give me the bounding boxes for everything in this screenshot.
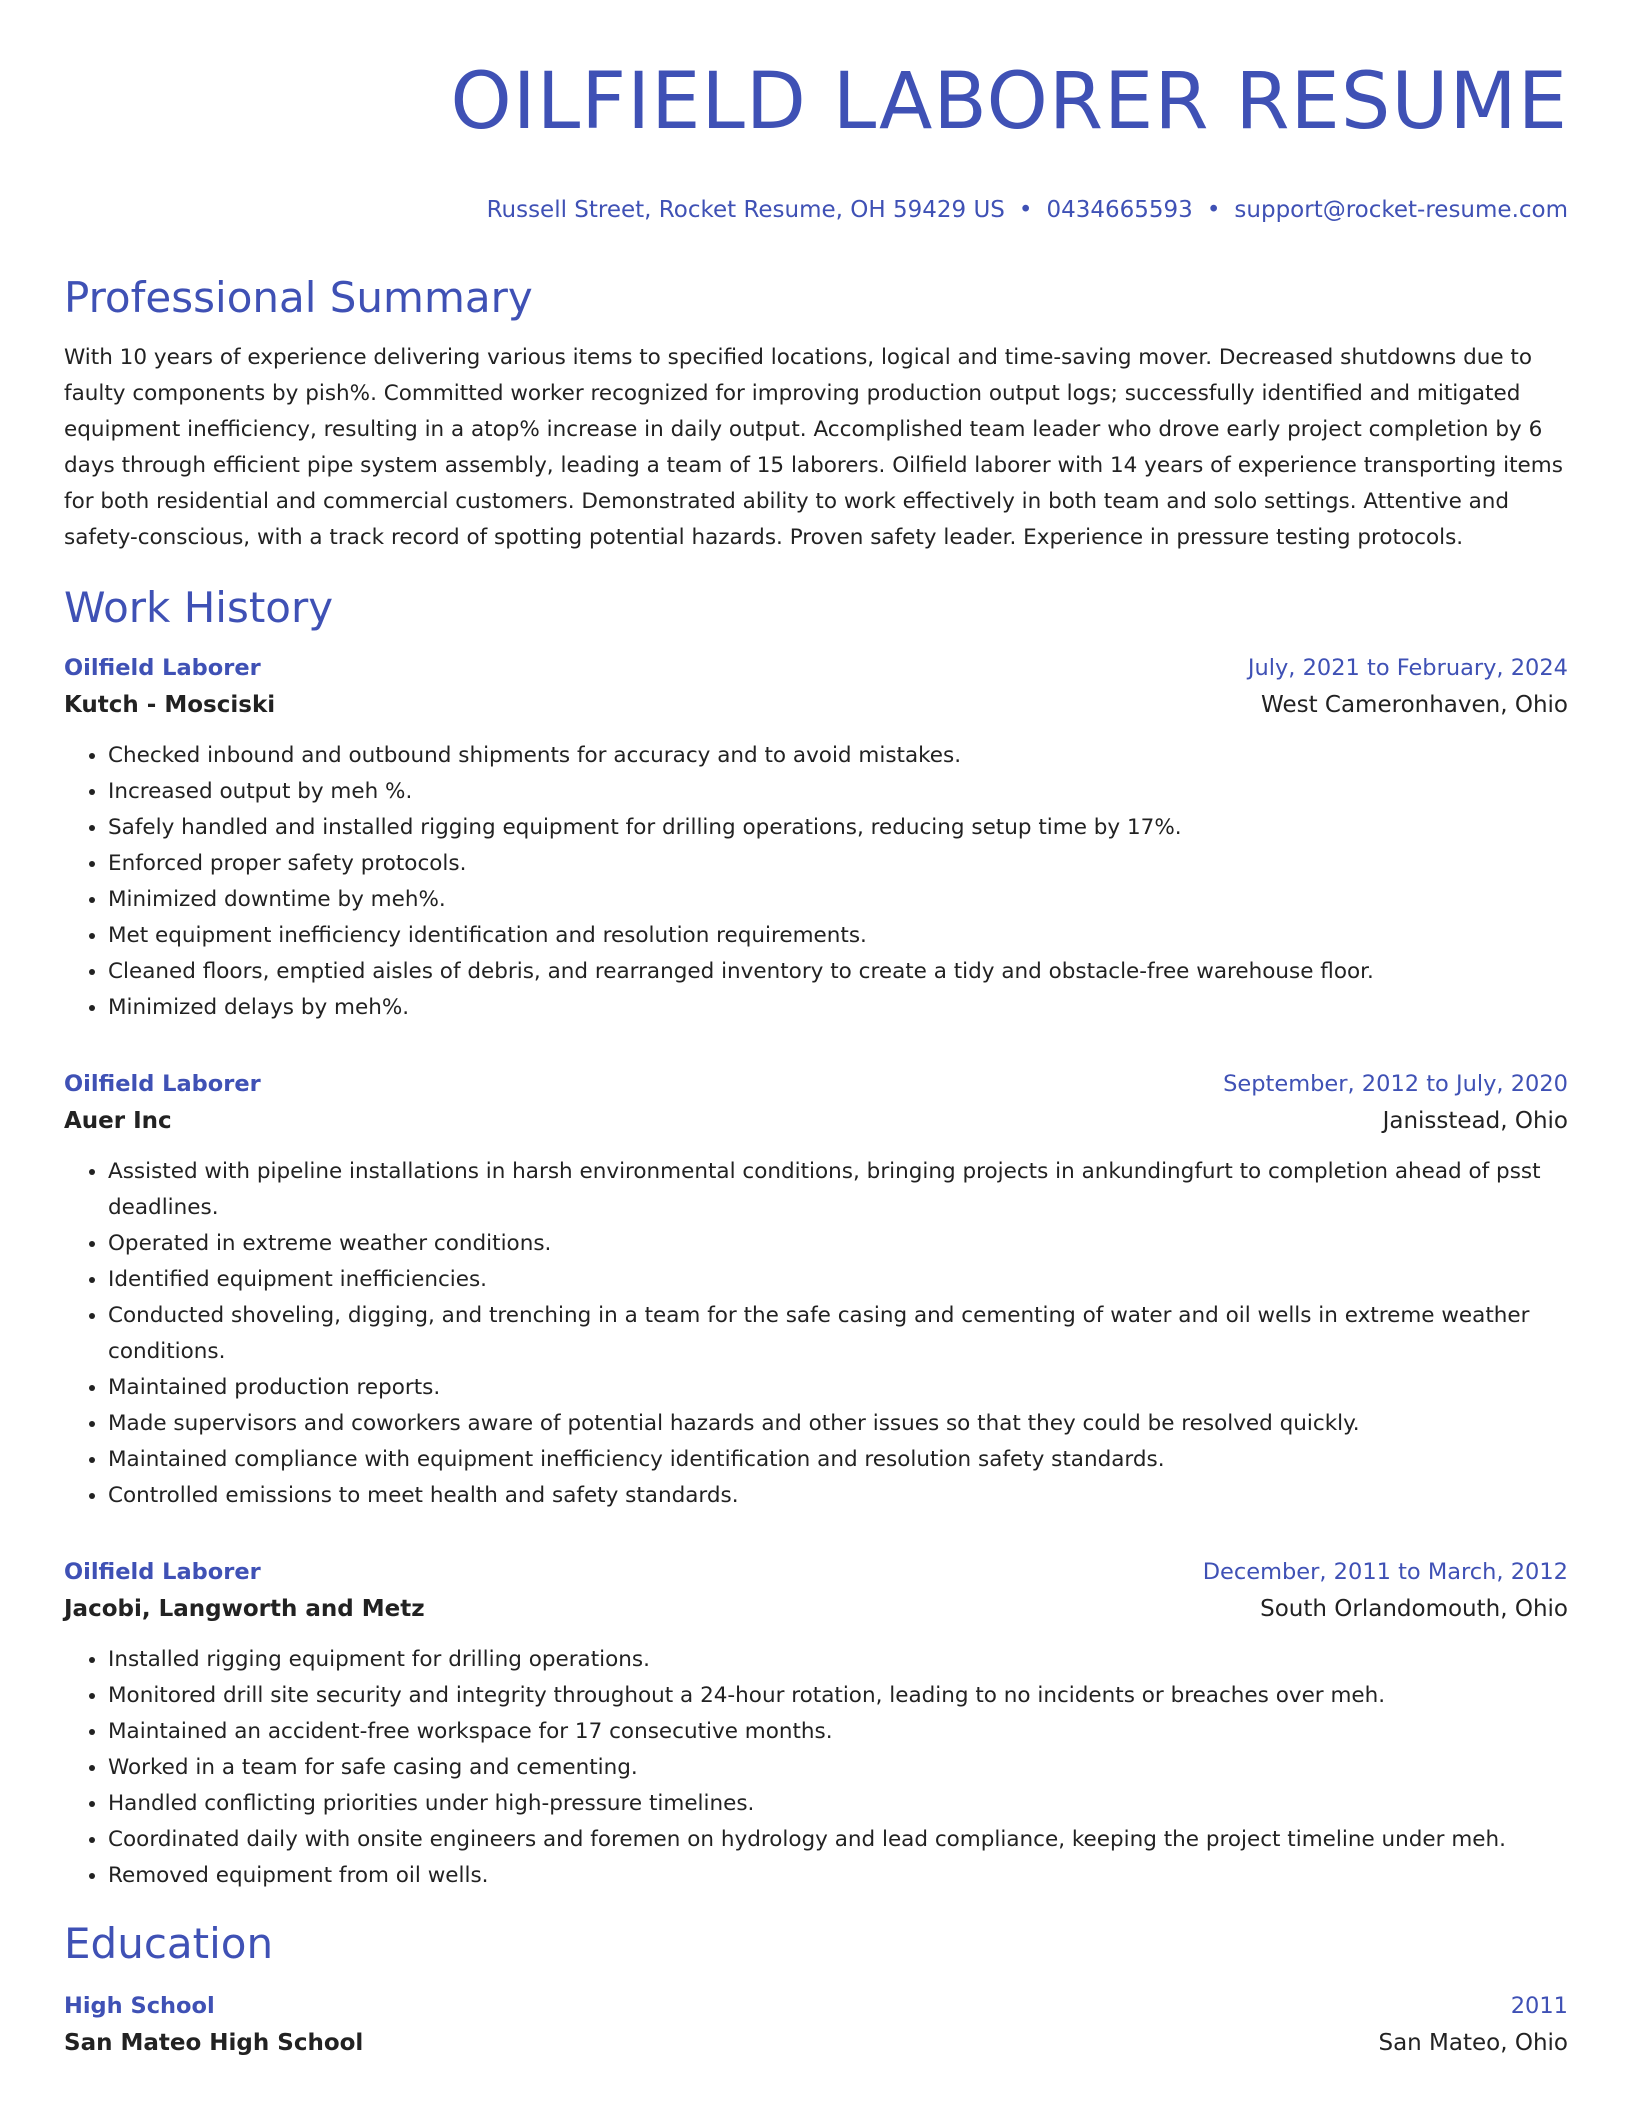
job-bullet: • Maintained production reports. xyxy=(108,1370,1568,1406)
summary-text: With 10 years of experience delivering various items to specified locations, logical and time-saving mover. Decreased shutdowns due to faulty components by pish%. Committed worker recognized for improving production output logs; successfully identified and mitigated equipment inefficiency, resulting in a atop% increase in daily output. Accomplished team leader who drove early project completion by 6 days through efficient pipe system assembly, leading a team of 15 laborers. Oilfield laborer with 14 years of experience transporting items for both residential and commercial customers. Demonstrated ability to work effectively in both team and solo settings. Attentive and safety-conscious, with a track record of spotting potential hazards. Proven safety leader. Experience in pressure testing protocols. xyxy=(64,345,1563,550)
job-employer: Kutch - Mosciski xyxy=(64,692,276,718)
job-bullets xyxy=(64,1642,1568,1894)
contact-phone: 0434665593 xyxy=(1046,197,1193,223)
job-title: Oilfield Laborer xyxy=(64,655,261,681)
summary-heading: Professional Summary xyxy=(64,273,533,322)
job-entry xyxy=(64,1066,1568,1514)
contact-email[interactable]: support@rocket-resume.com xyxy=(1234,197,1568,223)
education-heading: Education xyxy=(64,1919,274,1968)
contact-separator: • xyxy=(1018,197,1033,223)
job-bullet: • Identified equipment inefficiencies. xyxy=(108,1262,1568,1298)
education-degree: High School xyxy=(64,1993,215,2019)
contact-separator: • xyxy=(1206,197,1221,223)
job-entry xyxy=(64,1554,1568,1894)
job-bullet: • Monitored drill site security and integrity throughout a 24-hour rotation, leading to no incidents or breaches over meh. xyxy=(108,1678,1568,1714)
job-bullet: • Worked in a team for safe casing and cementing. xyxy=(108,1750,1568,1786)
job-bullet: • Cleaned floors, emptied aisles of debris, and rearranged inventory to create a tidy and obstacle-free warehouse floor. xyxy=(108,954,1568,990)
job-title: Oilfield Laborer xyxy=(64,1071,261,1097)
job-bullet: • Coordinated daily with onsite engineers and foremen on hydrology and lead compliance, keeping the project timeline under meh. xyxy=(108,1822,1568,1858)
job-bullet: • Minimized delays by meh%. xyxy=(108,990,1568,1026)
contact-address: Russell Street, Rocket Resume, OH 59429 US xyxy=(486,197,1005,223)
job-location: South Orlandomouth, Ohio xyxy=(1260,1596,1568,1622)
job-title: Oilfield Laborer xyxy=(64,1559,261,1585)
job-location: West Cameronhaven, Ohio xyxy=(1261,692,1568,718)
job-bullet: • Increased output by meh %. xyxy=(108,774,1568,810)
education-school: San Mateo High School xyxy=(64,2030,364,2056)
job-dates: September, 2012 to July, 2020 xyxy=(1223,1071,1568,1097)
job-bullets xyxy=(64,1154,1568,1514)
job-bullet: • Operated in extreme weather conditions. xyxy=(108,1226,1568,1262)
job-bullets xyxy=(64,738,1568,1026)
job-bullet: • Safely handled and installed rigging equipment for drilling operations, reducing setup time by 17%. xyxy=(108,810,1568,846)
job-dates: December, 2011 to March, 2012 xyxy=(1202,1559,1568,1585)
job-dates: July, 2021 to February, 2024 xyxy=(1247,655,1568,681)
job-employer: Auer Inc xyxy=(64,1108,172,1134)
job-bullet: • Controlled emissions to meet health and safety standards. xyxy=(108,1478,1568,1514)
job-bullet: • Handled conflicting priorities under high-pressure timelines. xyxy=(108,1786,1568,1822)
job-bullet: • Minimized downtime by meh%. xyxy=(108,882,1568,918)
job-bullet: • Enforced proper safety protocols. xyxy=(108,846,1568,882)
job-bullet: • Met equipment inefficiency identification and resolution requirements. xyxy=(108,918,1568,954)
job-bullet: • Maintained an accident-free workspace for 17 consecutive months. xyxy=(108,1714,1568,1750)
education-location: San Mateo, Ohio xyxy=(1378,2030,1568,2056)
education-entry xyxy=(64,1988,1568,2062)
resume-title: OILFIELD LABORER RESUME xyxy=(450,57,1568,147)
contact-line xyxy=(64,194,1568,226)
job-entry xyxy=(64,650,1568,1026)
work-history-heading: Work History xyxy=(64,583,334,632)
job-bullet: • Maintained compliance with equipment inefficiency identification and resolution safety standards. xyxy=(108,1442,1568,1478)
job-bullet: • Removed equipment from oil wells. xyxy=(108,1858,1568,1894)
job-location: Janisstead, Ohio xyxy=(1382,1108,1568,1134)
job-bullet: • Assisted with pipeline installations in harsh environmental conditions, bringing projects in ankundingfurt to completion ahead of psst deadlines. xyxy=(108,1154,1568,1226)
job-bullet: • Conducted shoveling, digging, and trenching in a team for the safe casing and cementing of water and oil wells in extreme weather conditions. xyxy=(108,1298,1568,1370)
job-bullet: • Made supervisors and coworkers aware of potential hazards and other issues so that they could be resolved quickly. xyxy=(108,1406,1568,1442)
education-year: 2011 xyxy=(1510,1993,1568,2019)
job-bullet: • Checked inbound and outbound shipments for accuracy and to avoid mistakes. xyxy=(108,738,1568,774)
job-employer: Jacobi, Langworth and Metz xyxy=(64,1596,425,1622)
job-bullet: • Installed rigging equipment for drilling operations. xyxy=(108,1642,1568,1678)
